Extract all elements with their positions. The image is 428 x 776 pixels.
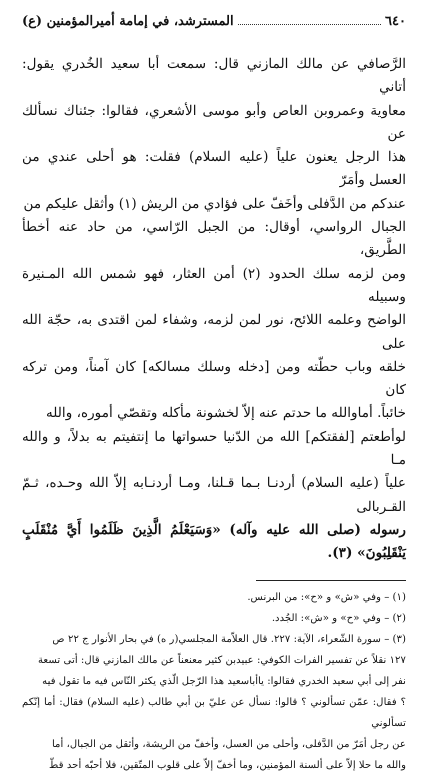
text-line: الجبال الرواسي، أوقال: من الجبل الرّاسي، من حاد عنه أخطأ الطَّريق، (22, 219, 406, 259)
main-text (22, 53, 406, 566)
text-line: خلقه وباب حطّته ومن [دخله وسلك مسالكه] كان آمناً، ومن تركه كان (22, 358, 406, 399)
footnote-3-cont: نفر إلى أبي سعيد الخدري فقالوا: ياأباسعيد هذا الرّجل الّذي يكثر النّاس فيه ما تقول فيه (42, 675, 406, 687)
page (22, 14, 406, 776)
footnote-3-cont: والله ما حلا إلاّ على ألسنة المؤمنين، وما أخفّ إلاّ على قلوب المتّقين، فلا أحبّه أحد قطّ (49, 759, 406, 771)
text-line: علياً (عليه السلام) أردنـا بـما قـلنا، ومـا أردنـابه إلاّ الله وحـده، ثـمّ القـربالى (22, 475, 406, 515)
text-line: الرَّصافي عن مالك المازني قال: سمعت أبا سعيد الخُدري يقول: أتاني (22, 56, 406, 96)
text-line: هذا الرجل يعنون علياً (عليه السلام) فقلت: هو أحلى عندي من العسل وأمَرّ (22, 149, 406, 189)
text-line: معاوية وعمروبن العاص وأبو موسى الأشعري، فقالوا: جئناك نسألك عن (22, 102, 406, 142)
footnote-1: (١) – وفي «ش» و «ح»: من البرنس. (247, 591, 406, 603)
header-leader-dots (238, 24, 381, 25)
footnote-3: (٣) – سورة الشّعراء، الآية: ٢٢٧. قال العلاّمة المجلسي(ر ه) في بحار الأنوار ج ٢٢ ص (52, 633, 406, 645)
footnote-2: (٢) – وفي «ح» و «ش»: الجُدد. (271, 612, 406, 624)
footnote-3-cont: ؟ فقال: عمّن تسألوني ؟ قالوا: نسأل عن عليّ بن أبي طالب (عليه السلام) فقال: أما إنّكم تسألوني (22, 696, 406, 729)
running-header (22, 14, 406, 33)
text-line: خائباً. أماوالله ما حدتم عنه إلاّ لخشونة مأكله وتقصّي أموره، والله (46, 405, 406, 422)
footnote-3-cont: ١٢٧ نقلاً عن تفسير الفرات الكوفي: عبيدبن كثير معنعناً عن مالك المازني قال: أتى تسعة (37, 654, 406, 666)
text-line: ومن لزمه سلك الحدود (٢) أمن العثار، فهو شمس الله المـنيرة وسبيله (22, 265, 406, 305)
text-line: عندكم من الدَّفلى وأخَفّ على فؤادي من الريش (١) وأثقل عليكم من (23, 195, 406, 212)
footnotes (22, 587, 406, 776)
footnote-3-cont: عن رجل أمَرّ من الدَّفلى، وأحلى من العسل، وأخفّ من الريشة، وأثقل من الجبال، أما (51, 738, 406, 750)
text-line: لوأطعتم [لفقتكم] الله من الدّنيا حسواتها ما إنتفيتم به بدلاً، و والله مـا (22, 428, 406, 469)
text-line-quran-verse: رسوله (صلى الله عليه وآله) «وَسَيَعْلَمُ الَّذِينَ ظَلَمُوا أَيَّ مُنْقَلَبٍ يَنْقَلِبُونَ» (٣). (22, 521, 406, 562)
footnote-separator (256, 580, 406, 581)
running-title: المسترشد، في إمامة أميرالمؤمنين (ع) (22, 14, 234, 29)
page-number: ٦٤٠ (385, 14, 406, 29)
text-line: الواضح وعلمه اللائح، نور لمن لزمه، وشفاء لمن اقتدى به، حجّة الله على (22, 312, 406, 352)
